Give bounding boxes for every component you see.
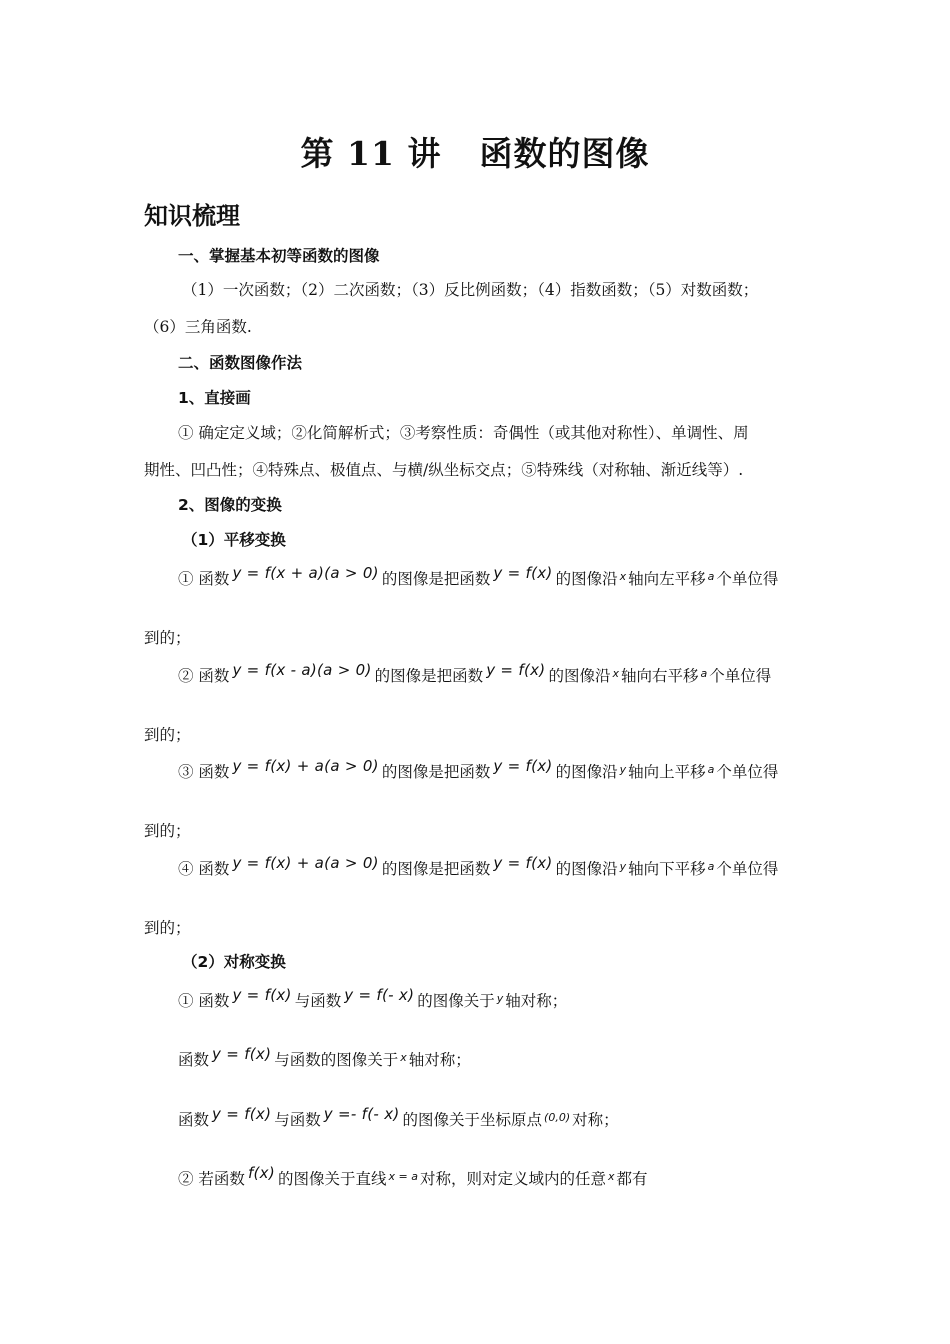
symmetry-rule-4: ② 若函数 f(x) 的图像关于直线 $^{x = a}$ 对称，则对定义域内的任意 $^x$ 都有 — [178, 1164, 648, 1188]
shift-rule-1: ① 函数 y = f(x + a)(a > 0) 的图像是把函数 y = f(x) 的图像沿 $^x$ 轴向左平移 $^a$ 个单位得 — [178, 564, 779, 588]
symmetry-rule-2: 函数 y = f(x) 与函数的图像关于 $^x$ 轴对称； — [178, 1045, 471, 1069]
symmetry-rule-3: 函数 y = f(x) 与函数 y =- f(- x) 的图像关于坐标原点 $^{(0,0)}$ 对称； — [178, 1105, 619, 1129]
heading-translation: （1）平移变换 — [182, 531, 286, 549]
title-topic: 函数的图像 — [479, 134, 650, 173]
formula: y = f(x) + a(a > 0) — [232, 757, 379, 775]
section-heading: 知识梳理 — [144, 202, 240, 230]
heading-transformations: 2、图像的变换 — [178, 496, 282, 514]
symmetry-rule-1: ① 函数 y = f(x) 与函数 y = f(- x) 的图像关于 $^y$ 轴对称； — [178, 986, 568, 1010]
formula: y = f(x) + a(a > 0) — [232, 854, 379, 872]
shift-rule-4-end: 到的； — [144, 919, 191, 937]
paragraph-function-list-2: （6）三角函数. — [144, 318, 252, 336]
formula: y = f(x) — [232, 986, 292, 1004]
formula: y =- f(- x) — [323, 1105, 400, 1123]
heading-graph-methods: 二、函数图像作法 — [178, 354, 303, 372]
formula: y = f(x) — [486, 661, 546, 679]
formula: y = f(x) — [212, 1105, 272, 1123]
formula: y = f(x) — [212, 1045, 272, 1063]
formula: f(x) — [247, 1164, 275, 1182]
formula: y = f(- x) — [344, 986, 415, 1004]
shift-rule-3: ③ 函数 y = f(x) + a(a > 0) 的图像是把函数 y = f(x) 的图像沿 $^y$ 轴向上平移 $^a$ 个单位得 — [178, 757, 779, 781]
formula: y = f(x) — [493, 757, 553, 775]
paragraph-function-list-1: （1）一次函数；（2）二次函数；（3）反比例函数；（4）指数函数；（5）对数函数； — [182, 281, 759, 299]
formula: y = f(x - a)(a > 0) — [232, 661, 372, 679]
shift-rule-3-end: 到的； — [144, 822, 191, 840]
formula: y = f(x + a)(a > 0) — [232, 564, 379, 582]
heading-direct-draw: 1、直接画 — [178, 389, 251, 407]
heading-symmetry: （2）对称变换 — [182, 953, 286, 971]
shift-rule-2-end: 到的； — [144, 726, 191, 744]
paragraph-direct-draw-2: 期性、凹凸性；④特殊点、极值点、与横/纵坐标交点；⑤特殊线（对称轴、渐近线等）. — [144, 461, 744, 479]
shift-rule-4: ④ 函数 y = f(x) + a(a > 0) 的图像是把函数 y = f(x) 的图像沿 $^y$ 轴向下平移 $^a$ 个单位得 — [178, 854, 779, 878]
heading-basic-functions: 一、掌握基本初等函数的图像 — [178, 247, 380, 265]
formula: y = f(x) — [493, 564, 553, 582]
lecture-title — [0, 128, 950, 175]
shift-rule-1-end: 到的； — [144, 629, 191, 647]
paragraph-direct-draw-1: ① 确定定义域；②化简解析式；③考察性质：奇偶性（或其他对称性）、单调性、周 — [178, 424, 749, 442]
title-lecture-number: 第 11 讲 — [300, 134, 442, 173]
shift-rule-2: ② 函数 y = f(x - a)(a > 0) 的图像是把函数 y = f(x) 的图像沿 $^x$ 轴向右平移 $^a$ 个单位得 — [178, 661, 772, 685]
formula: y = f(x) — [493, 854, 553, 872]
